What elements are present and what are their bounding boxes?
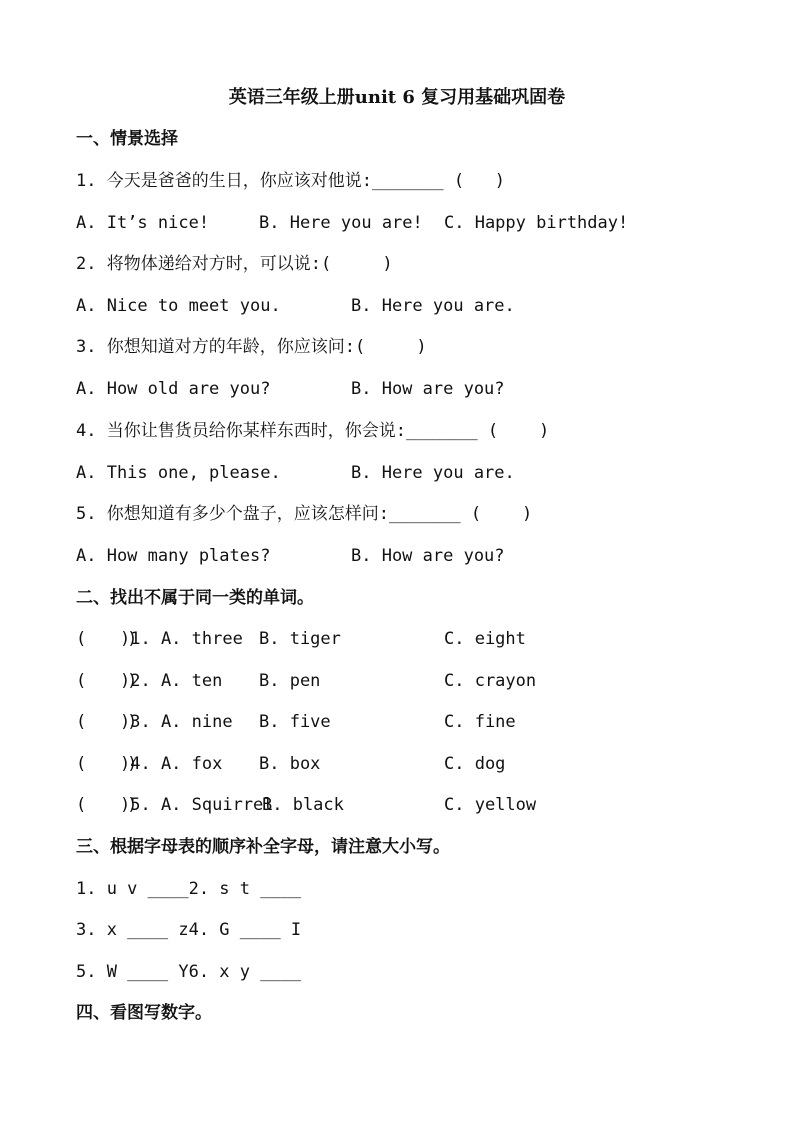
q4-stem: 4. 当你让售货员给你某样东西时，你会说:_______ ( ): [76, 421, 550, 441]
alphabet-line: 5. W ____ Y6. x y ____: [76, 962, 302, 982]
row-option-b: B. pen: [259, 671, 321, 691]
q1-stem: 1. 今天是爸爸的生日，你应该对他说:_______ ( ): [76, 171, 505, 191]
q1-option-a: A. It’s nice!: [76, 213, 210, 233]
q1-option-b: B. Here you are!: [259, 213, 423, 233]
answer-blank: ( ): [76, 629, 138, 649]
section2-heading: 二、找出不属于同一类的单词。: [76, 588, 314, 608]
row-option-b: B. box: [259, 754, 321, 774]
row-option-a: )4. A. fox: [120, 754, 223, 774]
row-option-a: )5. A. Squirrel: [120, 795, 274, 815]
row-option-b: B. five: [259, 712, 331, 732]
section3-heading: 三、根据字母表的顺序补全字母，请注意大小写。: [76, 837, 450, 857]
answer-blank: ( ): [76, 795, 138, 815]
page-title: 英语三年级上册unit 6 复习用基础巩固卷: [228, 87, 566, 108]
q3-option-b: B. How are you?: [351, 379, 505, 399]
row-option-c: C. yellow: [444, 795, 537, 815]
section4-heading: 四、看图写数字。: [76, 1003, 212, 1023]
q4-option-a: A. This one, please.: [76, 463, 281, 483]
row-option-b: B. black: [262, 795, 344, 815]
q5-option-b: B. How are you?: [351, 546, 505, 566]
q3-stem: 3. 你想知道对方的年龄，你应该问:( ): [76, 337, 427, 357]
section1-heading: 一、情景选择: [76, 129, 178, 149]
row-option-a: )3. A. nine: [120, 712, 233, 732]
row-option-c: C. dog: [444, 754, 506, 774]
answer-blank: ( ): [76, 712, 138, 732]
row-option-c: C. crayon: [444, 671, 537, 691]
answer-blank: ( ): [76, 754, 138, 774]
answer-blank: ( ): [76, 671, 138, 691]
q5-option-a: A. How many plates?: [76, 546, 271, 566]
alphabet-line: 1. u v ____2. s t ____: [76, 879, 302, 899]
row-option-a: )1. A. three: [120, 629, 243, 649]
row-option-c: C. fine: [444, 712, 516, 732]
alphabet-line: 3. x ____ z4. G ____ I: [76, 920, 302, 940]
q4-option-b: B. Here you are.: [351, 463, 515, 483]
row-option-b: B. tiger: [259, 629, 341, 649]
q2-option-b: B. Here you are.: [351, 296, 515, 316]
q2-option-a: A. Nice to meet you.: [76, 296, 281, 316]
q3-option-a: A. How old are you?: [76, 379, 271, 399]
q2-stem: 2. 将物体递给对方时，可以说:( ): [76, 254, 393, 274]
row-option-a: )2. A. ten: [120, 671, 223, 691]
q1-option-c: C. Happy birthday!: [444, 213, 629, 233]
q5-stem: 5. 你想知道有多少个盘子，应该怎样问:_______ ( ): [76, 504, 533, 524]
row-option-c: C. eight: [444, 629, 526, 649]
